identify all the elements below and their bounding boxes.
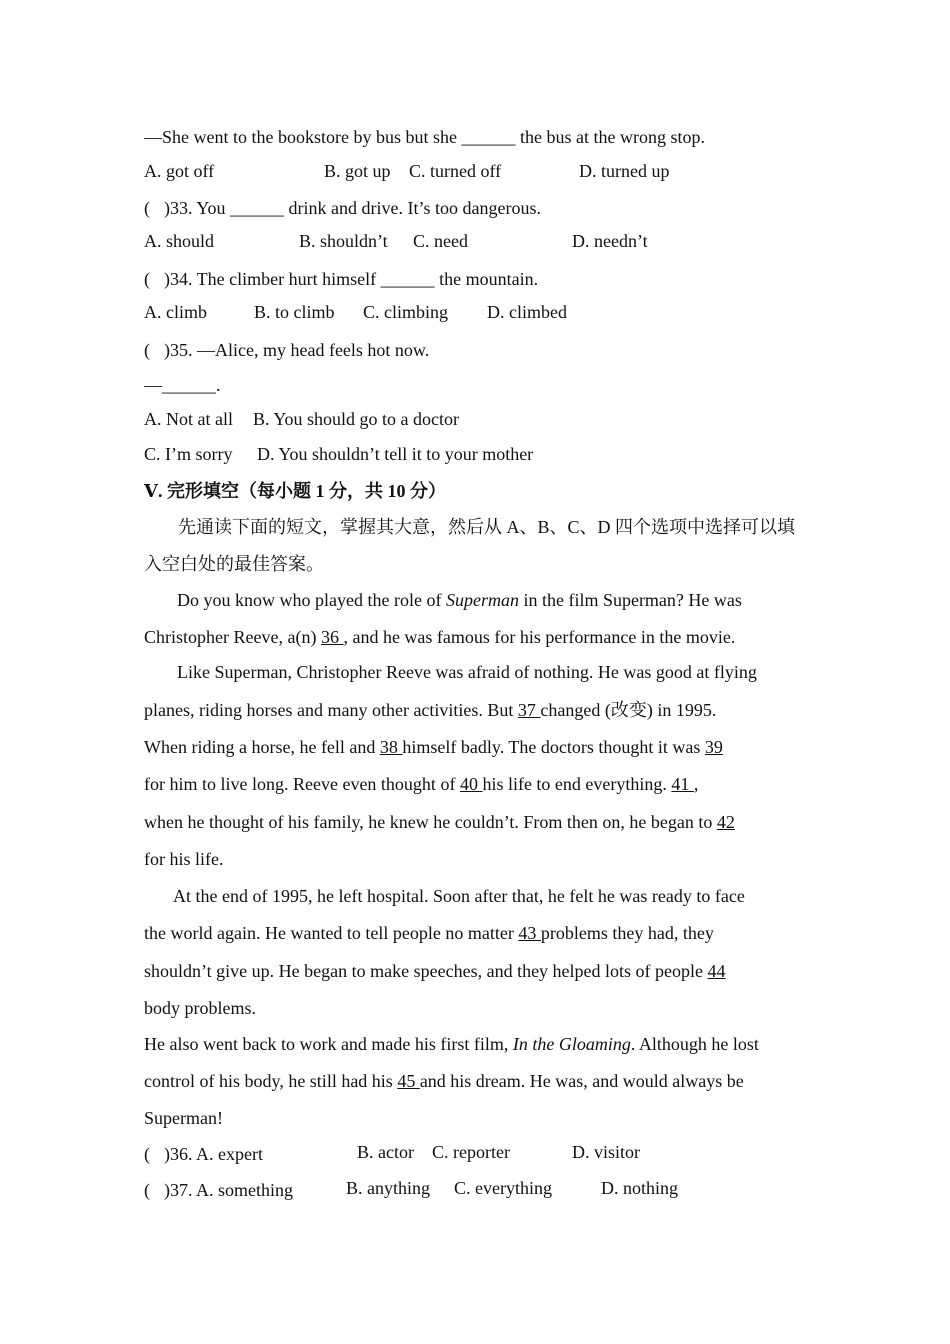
q36-option-c: C. reporter — [432, 1142, 510, 1162]
q34-option-c: C. climbing — [363, 302, 448, 322]
answer-paren: ( — [144, 269, 150, 289]
passage-line: when he thought of his family, he knew he couldn’t. From then on, he began to 42 — [144, 812, 735, 832]
q33-option-c: C. need — [413, 231, 468, 251]
q32-option-d: D. turned up — [579, 161, 670, 181]
q36-option-a: )36. A. expert — [164, 1144, 263, 1164]
passage-line: for him to live long. Reeve even thought of 40 his life to end everything. 41 , — [144, 774, 699, 794]
q35-option-c: C. I’m sorry — [144, 444, 233, 464]
q33-option-d: D. needn’t — [572, 231, 648, 251]
section-heading: Ⅴ. 完形填空（每小题 1 分，共 10 分） — [144, 481, 446, 501]
answer-paren: ( — [144, 1180, 150, 1200]
answer-paren: ( — [144, 340, 150, 360]
blank-40: 40 — [459, 774, 483, 794]
passage-line: Like Superman, Christopher Reeve was afraid of nothing. He was good at flying — [177, 662, 757, 682]
q34-option-b: B. to climb — [254, 302, 335, 322]
passage-line: Do you know who played the role of Superman in the film Superman? He was — [177, 590, 742, 610]
q34-option-a: A. climb — [144, 302, 207, 322]
q32-option-b: B. got up — [324, 161, 391, 181]
q33-option-a: A. should — [144, 231, 215, 251]
blank-39: 39 — [704, 737, 723, 757]
passage-line: Christopher Reeve, a(n) 36 , and he was famous for his performance in the movie. — [144, 627, 736, 647]
passage-line: At the end of 1995, he left hospital. Soon after that, he felt he was ready to face — [173, 886, 745, 906]
answer-paren: ( — [144, 1144, 150, 1164]
passage-line: for his life. — [144, 849, 224, 869]
blank-37: 37 — [517, 700, 541, 720]
q37-option-d: D. nothing — [601, 1178, 679, 1198]
q35-option-d: D. You shouldn’t tell it to your mother — [257, 444, 534, 464]
q34-stem-line — [144, 267, 538, 291]
q32-option-c: C. turned off — [409, 161, 502, 181]
blank-41: 41 — [671, 774, 694, 794]
q34-option-d: D. climbed — [487, 302, 567, 322]
q37-option-c: C. everything — [454, 1178, 552, 1198]
passage-line: shouldn’t give up. He began to make speeches, and they helped lots of people 44 — [144, 961, 726, 981]
instructions-line-2: 入空白处的最佳答案。 — [144, 554, 324, 574]
q37-option-a: )37. A. something — [164, 1180, 293, 1200]
passage-line: Superman! — [144, 1108, 223, 1128]
blank-42: 42 — [716, 812, 735, 832]
q32-stem: —She went to the bookstore by bus but she ______ the bus at the wrong stop. — [144, 127, 705, 147]
q33-stem-line — [144, 196, 541, 220]
blank-43: 43 — [518, 923, 541, 943]
q35-option-b: B. You should go to a doctor — [253, 409, 460, 429]
q34-stem: )34. The climber hurt himself ______ the mountain. — [164, 269, 539, 289]
q35-reply: —______. — [144, 375, 221, 395]
passage-line: body problems. — [144, 998, 256, 1018]
q35-stem: )35. —Alice, my head feels hot now. — [164, 340, 430, 360]
passage-line: When riding a horse, he fell and 38 himself badly. The doctors thought it was 39 — [144, 737, 723, 757]
blank-44: 44 — [707, 961, 726, 981]
blank-45: 45 — [397, 1071, 420, 1091]
film-title: In the Gloaming — [512, 1034, 631, 1054]
passage-line: control of his body, he still had his 45 and his dream. He was, and would always be — [144, 1071, 744, 1091]
blank-36: 36 — [320, 627, 344, 647]
film-title: Superman — [445, 590, 519, 610]
q36-option-b: B. actor — [357, 1142, 414, 1162]
q33-stem: )33. You ______ drink and drive. It’s too dangerous. — [164, 198, 541, 218]
answer-paren: ( — [144, 198, 150, 218]
instructions-line-1: 先通读下面的短文，掌握其大意，然后从 A、B、C、D 四个选项中选择可以填 — [178, 517, 796, 537]
q33-option-b: B. shouldn’t — [299, 231, 388, 251]
q37-option-b: B. anything — [346, 1178, 430, 1198]
q36-option-d: D. visitor — [572, 1142, 641, 1162]
passage-line: planes, riding horses and many other activities. But 37 changed (改变) in 1995. — [144, 700, 717, 720]
q37-stem-line — [144, 1178, 293, 1202]
passage-line: He also went back to work and made his first film, In the Gloaming. Although he lost — [144, 1034, 759, 1054]
q32-option-a: A. got off — [144, 161, 215, 181]
passage-line: the world again. He wanted to tell people no matter 43 problems they had, they — [144, 923, 714, 943]
q35-stem-line — [144, 338, 429, 362]
blank-38: 38 — [379, 737, 403, 757]
q35-option-a: A. Not at all — [144, 409, 233, 429]
q36-stem-line — [144, 1142, 263, 1166]
